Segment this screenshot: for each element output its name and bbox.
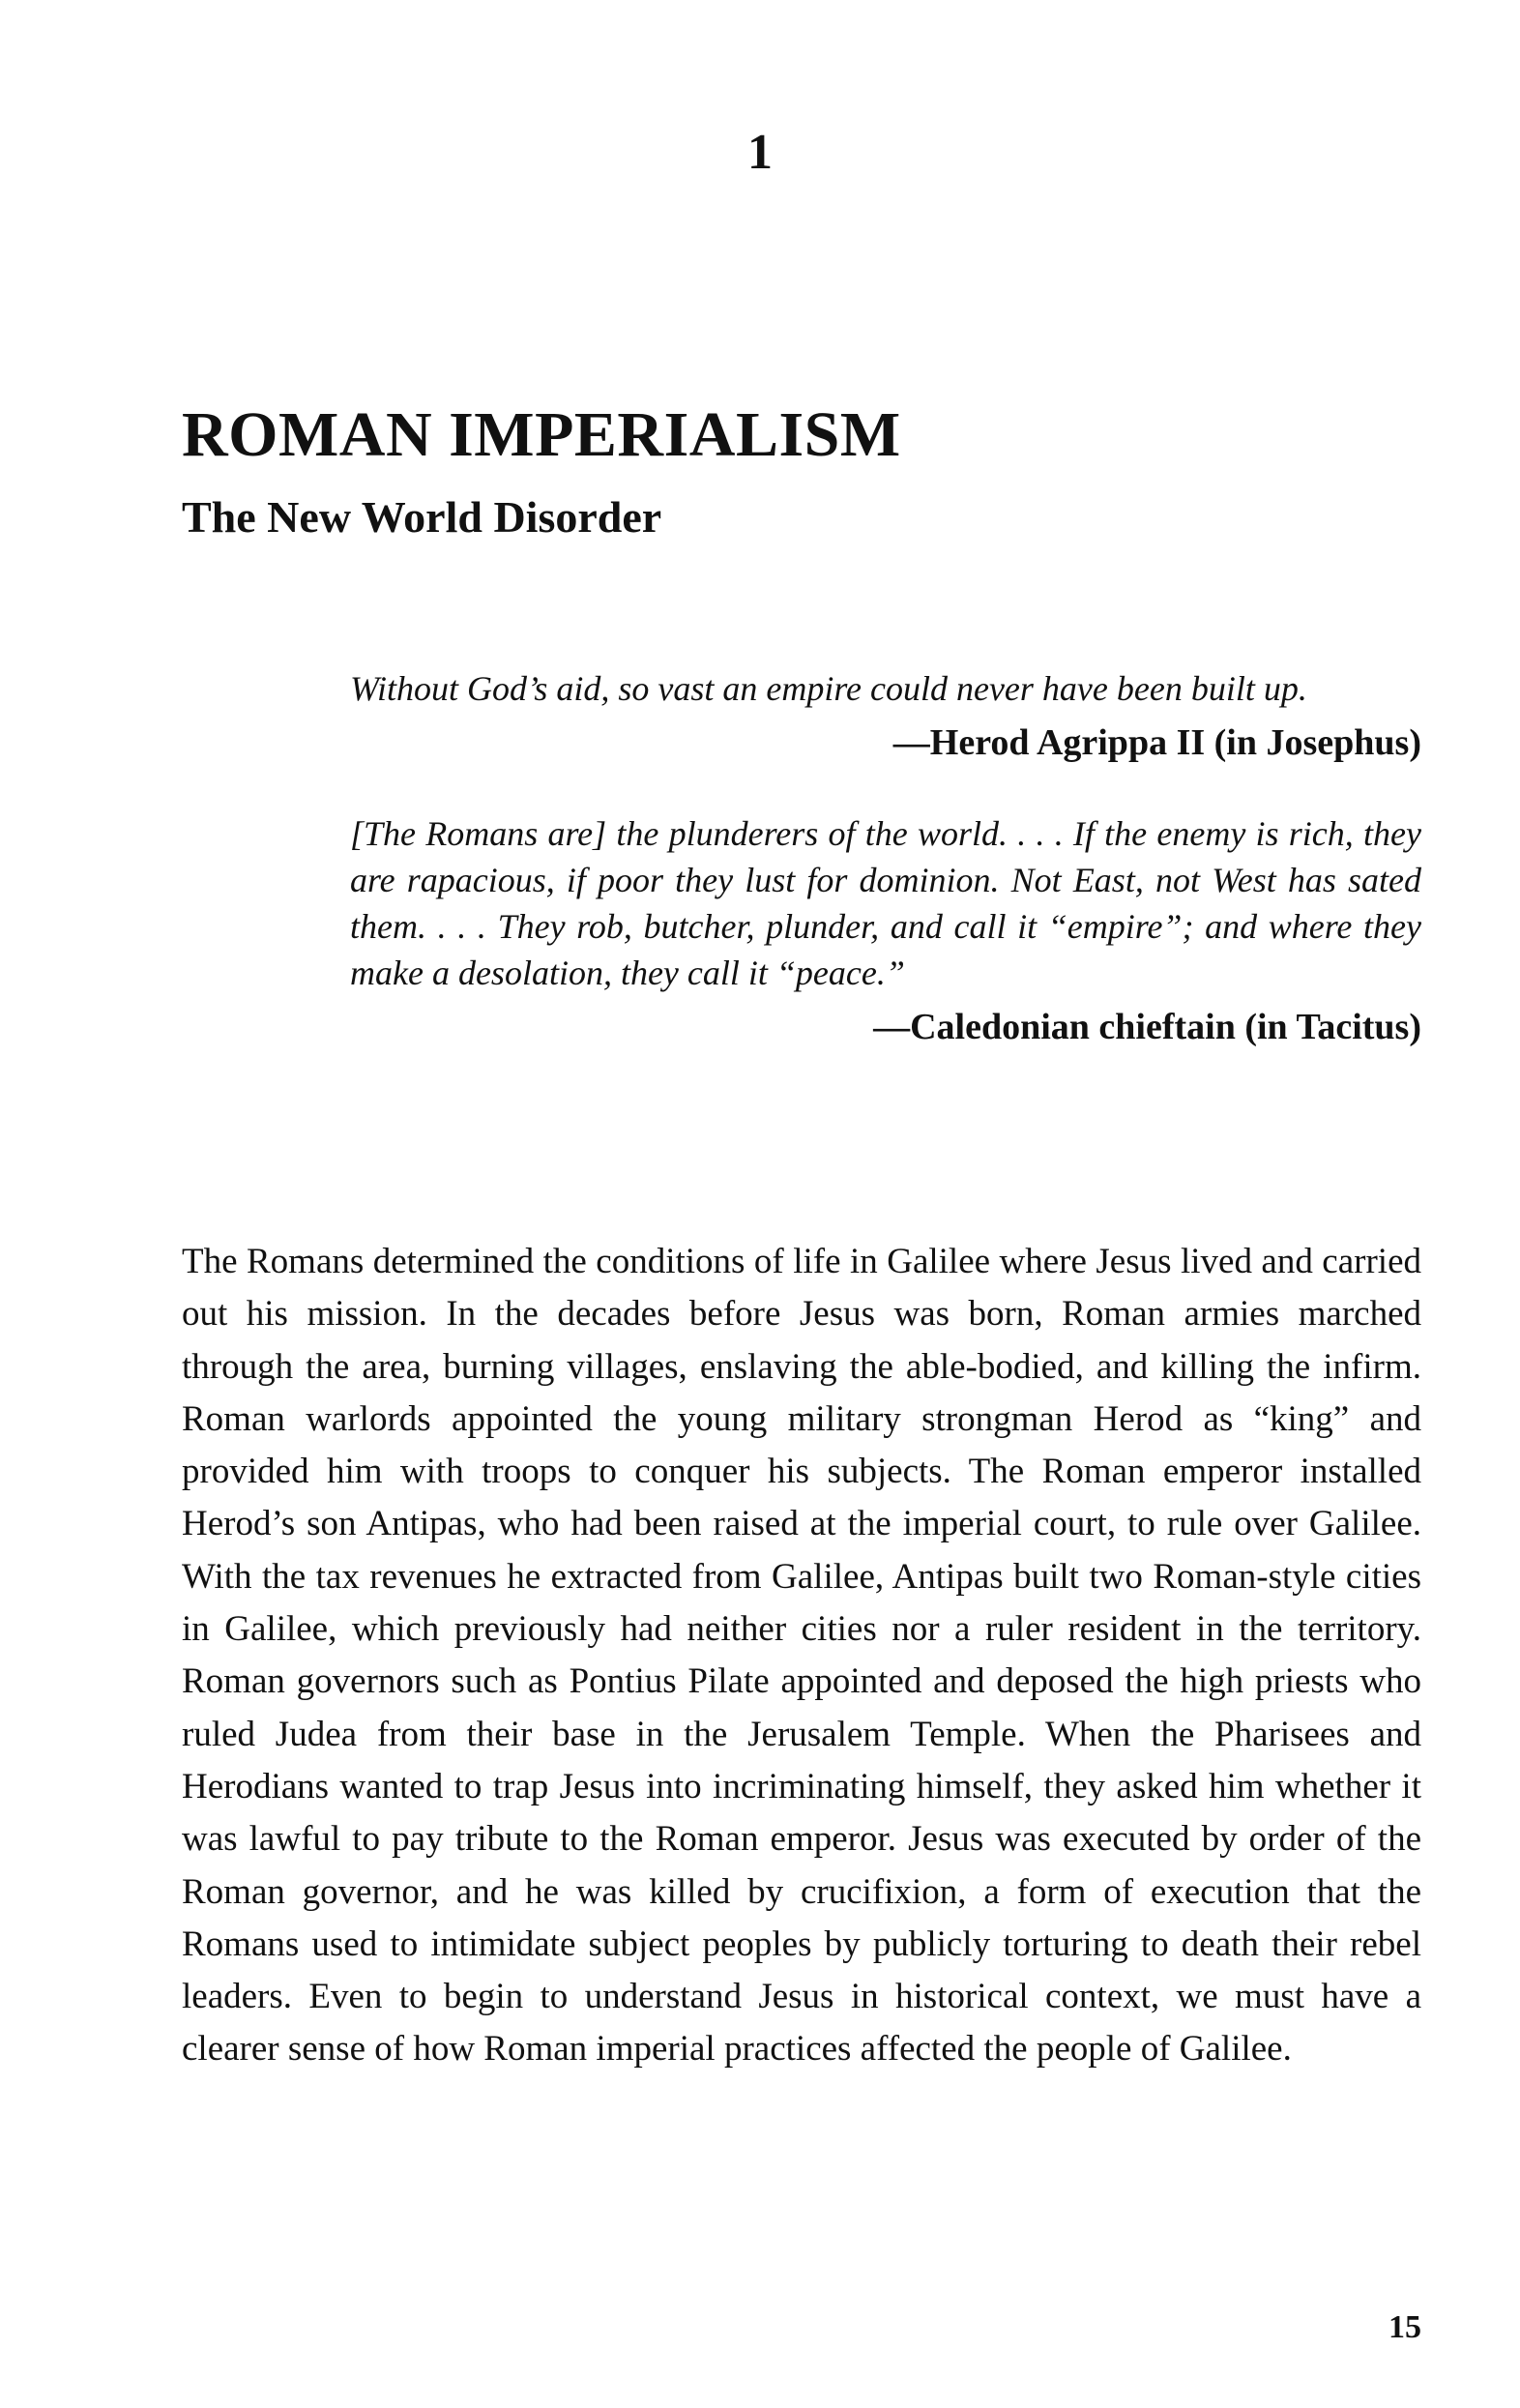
body-paragraph: The Romans determined the conditions of life in Galilee where Jesus lived and carried out his mission. In the decades before Jesus was born, Roman armies marched through the area, burning villages, enslaving the able-bodied, and killing the infirm. Roman warlords appointed the young military strongman Herod as “king” and provided him with troops to conquer his subjects. The Roman emperor installed Herod’s son Antipas, who had been raised at the imperial court, to rule over Galilee. With the tax revenues he extracted from Galilee, Antipas built two Roman-style cities in Galilee, which previously had neither cities nor a ruler resident in the territory. Roman governors such as Pontius Pilate appointed and deposed the high priests who ruled Judea from their base in the Jerusalem Temple. When the Pharisees and Herodians wanted to trap Jesus into incriminating himself, they asked him whether it was lawful to pay tribute to the Roman emperor. Jesus was executed by order of the Roman governor, and he was killed by crucifixion, a form of execution that the Romans used to intimidate subject peoples by publicly torturing to death their rebel leaders. Even to begin to understand Jesus in historical context, we must have a clearer sense of how Roman imperial practices affected the people of Galilee. xyxy=(182,1242,1421,2070)
epigraph xyxy=(350,665,1421,768)
epigraph xyxy=(350,810,1421,1052)
chapter-title: ROMAN IMPERIALISM xyxy=(182,399,901,470)
epigraph-quote: Without God’s aid, so vast an empire could never have been built up. xyxy=(350,669,1307,708)
chapter-number: 1 xyxy=(747,125,773,180)
chapter-subtitle: The New World Disorder xyxy=(182,492,662,542)
epigraph-attribution: —Caledonian chieftain (in Tacitus) xyxy=(873,1007,1421,1047)
epigraph-attribution: —Herod Agrippa II (in Josephus) xyxy=(892,722,1421,763)
epigraph-quote: [The Romans are] the plunderers of the world. . . . If the enemy is rich, they are rapacious, if poor they lust for dominion. Not East, not West has sated them. . . . They rob, butcher, plunder, and call it “empire”; and where they make a desolation, they call it “peace.” xyxy=(350,814,1421,992)
page-number: 15 xyxy=(1388,2309,1421,2345)
